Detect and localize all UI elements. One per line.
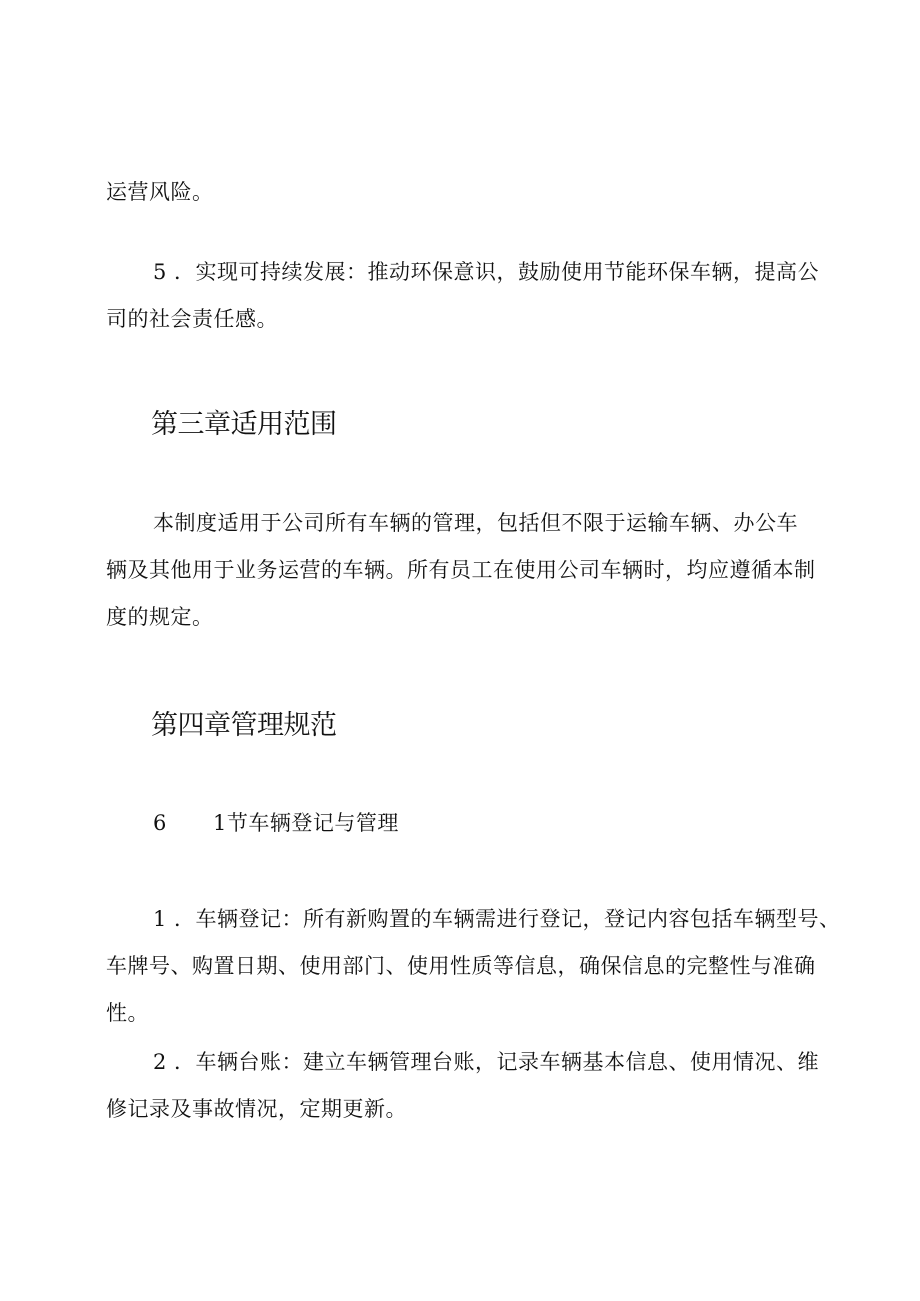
paragraph-line: 运营风险。 [106, 180, 214, 204]
chapter-heading: 第四章管理规范 [151, 710, 337, 741]
paragraph-line: 辆及其他用于业务运营的车辆。所有员工在使用公司车辆时，均应遵循本制 [106, 558, 816, 582]
paragraph-line: 1 ．车辆登记：所有新购置的车辆需进行登记，登记内容包括车辆型号、 [153, 907, 841, 931]
chapter-heading: 第三章适用范围 [151, 409, 337, 440]
section-number: 6 [153, 811, 167, 835]
paragraph-line: 车牌号、购置日期、使用部门、使用性质等信息，确保信息的完整性与准确 [106, 954, 816, 978]
paragraph-line: 司的社会责任感。 [106, 307, 278, 331]
section-title: 1节车辆登记与管理 [213, 811, 399, 835]
paragraph-line: 2 ．车辆台账：建立车辆管理台账，记录车辆基本信息、使用情况、维 [153, 1050, 820, 1074]
paragraph-line: 本制度适用于公司所有车辆的管理，包括但不限于运输车辆、办公车 [153, 511, 798, 535]
paragraph-line: 修记录及事故情况，定期更新。 [106, 1097, 407, 1121]
section-heading [153, 809, 399, 837]
paragraph-line: 度的规定。 [106, 605, 214, 629]
paragraph-line: 5 ．实现可持续发展：推动环保意识，鼓励使用节能环保车辆，提高公 [153, 260, 820, 284]
paragraph-line: 性。 [106, 1001, 149, 1025]
